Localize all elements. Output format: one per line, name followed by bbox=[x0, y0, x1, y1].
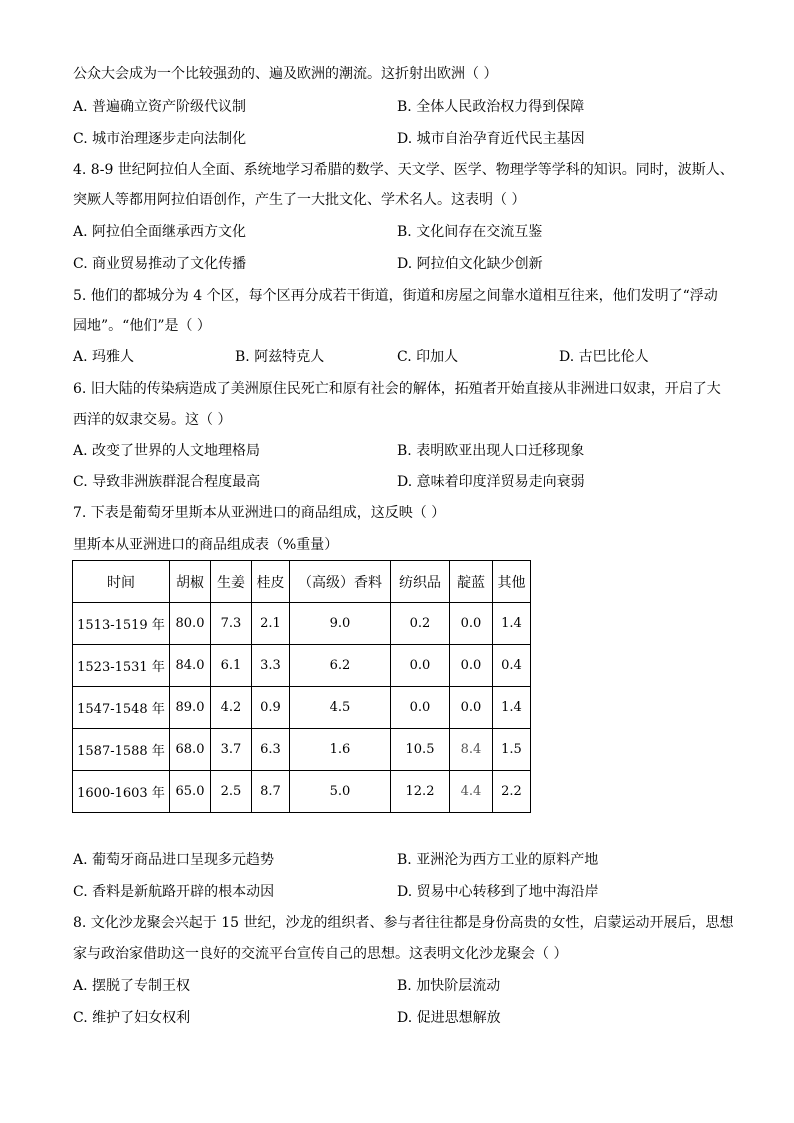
q5-option-a: A. 玛雅人 bbox=[73, 349, 135, 365]
table-cell: 8.4 bbox=[450, 729, 493, 771]
table-cell: 0.0 bbox=[450, 687, 493, 729]
q4-option-c: C. 商业贸易推动了文化传播 bbox=[73, 256, 247, 272]
table-cell: 1547-1548 年 bbox=[73, 687, 170, 729]
table-cell: 6.3 bbox=[252, 729, 290, 771]
q5-stem-line2: 园地”。“他们”是（ ） bbox=[73, 318, 211, 334]
table-cell: 1600-1603 年 bbox=[73, 771, 170, 813]
table-cell: 2.1 bbox=[252, 603, 290, 645]
q3-option-c: C. 城市治理逐步走向法制化 bbox=[73, 131, 247, 147]
table-cell: 1587-1588 年 bbox=[73, 729, 170, 771]
table-cell: 6.1 bbox=[211, 645, 252, 687]
q4-option-d: D. 阿拉伯文化缺少创新 bbox=[397, 256, 543, 272]
table-row bbox=[73, 729, 531, 771]
q5-option-d: D. 古巴比伦人 bbox=[559, 349, 649, 365]
import-table bbox=[72, 560, 531, 813]
table-cell: 1523-1531 年 bbox=[73, 645, 170, 687]
q4-stem-line2: 突厥人等都用阿拉伯语创作，产生了一大批文化、学术名人。这表明（ ） bbox=[73, 192, 526, 208]
q5-option-b: B. 阿兹特克人 bbox=[235, 349, 325, 365]
q8-option-a: A. 摆脱了专制王权 bbox=[73, 978, 191, 994]
table-cell: 4.4 bbox=[450, 771, 493, 813]
table-cell: 0.4 bbox=[493, 645, 531, 687]
table-cell: 9.0 bbox=[290, 603, 391, 645]
table-cell: 1.4 bbox=[493, 687, 531, 729]
q3-option-b: B. 全体人民政治权力得到保障 bbox=[397, 99, 585, 115]
table-header-row bbox=[73, 561, 531, 603]
table-cell: 0.9 bbox=[252, 687, 290, 729]
q7-option-d: D. 贸易中心转移到了地中海沿岸 bbox=[397, 884, 599, 900]
q6-option-c: C. 导致非洲族群混合程度最高 bbox=[73, 474, 261, 490]
table-cell: 2.5 bbox=[211, 771, 252, 813]
q3-option-a: A. 普遍确立资产阶级代议制 bbox=[73, 99, 247, 115]
header-cell: 生姜 bbox=[211, 561, 252, 603]
header-cell: 胡椒 bbox=[170, 561, 211, 603]
q6-stem-line2: 西洋的奴隶交易。这（ ） bbox=[73, 412, 232, 428]
table-cell: 1.5 bbox=[493, 729, 531, 771]
table-cell: 3.7 bbox=[211, 729, 252, 771]
q4-stem-line1: 4. 8-9 世纪阿拉伯人全面、系统地学习希腊的数学、天文学、医学、物理学等学科的知识。同时，波斯人、 bbox=[73, 162, 734, 178]
table-cell: 5.0 bbox=[290, 771, 391, 813]
header-cell: 其他 bbox=[493, 561, 531, 603]
table-cell: 65.0 bbox=[170, 771, 211, 813]
table-row bbox=[73, 603, 531, 645]
q7-option-c: C. 香料是新航路开辟的根本动因 bbox=[73, 884, 275, 900]
header-cell: 桂皮 bbox=[252, 561, 290, 603]
table-cell: 68.0 bbox=[170, 729, 211, 771]
table-cell: 1.6 bbox=[290, 729, 391, 771]
table-cell: 4.5 bbox=[290, 687, 391, 729]
q8-stem-line1: 8. 文化沙龙聚会兴起于 15 世纪，沙龙的组织者、参与者往往都是身份高贵的女性，启蒙运动开展后，思想 bbox=[73, 915, 734, 931]
q5-option-c: C. 印加人 bbox=[397, 349, 459, 365]
table-cell: 7.3 bbox=[211, 603, 252, 645]
table-cell: 12.2 bbox=[391, 771, 450, 813]
q6-stem-line1: 6. 旧大陆的传染病造成了美洲原住民死亡和原有社会的解体，拓殖者开始直接从非洲进口奴隶，开启了大 bbox=[73, 381, 721, 397]
header-cell: 靛蓝 bbox=[450, 561, 493, 603]
q7-option-b: B. 亚洲沦为西方工业的原料产地 bbox=[397, 852, 599, 868]
header-cell: 时间 bbox=[73, 561, 170, 603]
q6-option-b: B. 表明欧亚出现人口迁移现象 bbox=[397, 443, 585, 459]
q7-stem: 7. 下表是葡萄牙里斯本从亚洲进口的商品组成，这反映（ ） bbox=[73, 505, 446, 521]
table-cell: 10.5 bbox=[391, 729, 450, 771]
table-cell: 0.0 bbox=[391, 687, 450, 729]
q7-option-a: A. 葡萄牙商品进口呈现多元趋势 bbox=[73, 852, 275, 868]
q5-stem-line1: 5. 他们的都城分为 4 个区，每个区再分成若干街道，街道和房屋之间靠水道相互往来，他们发明了“浮动 bbox=[73, 288, 718, 304]
table-cell: 4.2 bbox=[211, 687, 252, 729]
table-row bbox=[73, 771, 531, 813]
q6-option-d: D. 意味着印度洋贸易走向衰弱 bbox=[397, 474, 585, 490]
table-row bbox=[73, 645, 531, 687]
table-cell: 0.2 bbox=[391, 603, 450, 645]
table-cell: 1.4 bbox=[493, 603, 531, 645]
table-cell: 0.0 bbox=[450, 603, 493, 645]
table-cell: 0.0 bbox=[391, 645, 450, 687]
table-cell: 1513-1519 年 bbox=[73, 603, 170, 645]
table-cell: 6.2 bbox=[290, 645, 391, 687]
q8-option-c: C. 维护了妇女权利 bbox=[73, 1010, 191, 1026]
table-cell: 3.3 bbox=[252, 645, 290, 687]
table-title: 里斯本从亚洲进口的商品组成表（%重量） bbox=[73, 537, 339, 553]
q3-stem: 公众大会成为一个比较强劲的、遍及欧洲的潮流。这折射出欧洲（ ） bbox=[73, 66, 498, 82]
q3-option-d: D. 城市自治孕育近代民主基因 bbox=[397, 131, 585, 147]
table-cell: 0.0 bbox=[450, 645, 493, 687]
table-cell: 2.2 bbox=[493, 771, 531, 813]
q4-option-a: A. 阿拉伯全面继承西方文化 bbox=[73, 224, 247, 240]
q8-stem-line2: 家与政治家借助这一良好的交流平台宣传自己的思想。这表明文化沙龙聚会（ ） bbox=[73, 946, 568, 962]
q6-option-a: A. 改变了世界的人文地理格局 bbox=[73, 443, 261, 459]
table-cell: 89.0 bbox=[170, 687, 211, 729]
table-cell: 8.7 bbox=[252, 771, 290, 813]
q8-option-b: B. 加快阶层流动 bbox=[397, 978, 501, 994]
q8-option-d: D. 促进思想解放 bbox=[397, 1010, 501, 1026]
table-cell: 80.0 bbox=[170, 603, 211, 645]
table-row bbox=[73, 687, 531, 729]
header-cell: （高级）香料 bbox=[290, 561, 391, 603]
q4-option-b: B. 文化间存在交流互鉴 bbox=[397, 224, 543, 240]
table-cell: 84.0 bbox=[170, 645, 211, 687]
header-cell: 纺织品 bbox=[391, 561, 450, 603]
